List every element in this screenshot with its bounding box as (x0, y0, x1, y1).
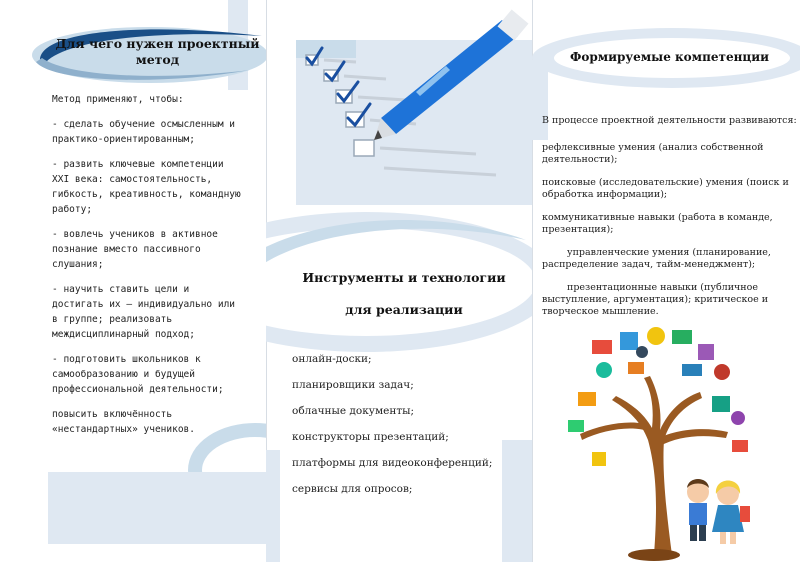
panel-right-intro: В процессе проектной деятельности развиваются: (542, 115, 797, 126)
list-item: - научить ставить цели и достигать их — индивидуально или в группе; реализовать междисциплинарный подход; (52, 284, 236, 340)
panel-right-list (542, 142, 794, 329)
list-item: платформы для видеоконференций; (292, 457, 493, 469)
panel-middle-title-line2: для реализации (345, 302, 463, 317)
list-item: презентационные навыки (публичное выступление, аргументация); критическое и творческое мышление. (542, 282, 769, 317)
panel-right-title: Формируемые компетенции (569, 50, 770, 64)
list-item: - развить ключевые компетенции XXI века: самостоятельность, гибкость, креативность, командную работу; (52, 159, 241, 215)
list-item: сервисы для опросов; (292, 483, 413, 495)
panel-middle-title (286, 262, 522, 326)
panel-left (0, 0, 266, 562)
panel-right (532, 0, 800, 562)
list-item: облачные документы; (292, 405, 415, 417)
list-item: управленческие умения (планирование, распределение задач, тайм-менеджмент); (542, 247, 771, 270)
list-item: - вовлечь учеников в активное познание вместо пассивного слушания; (52, 229, 218, 270)
list-item: планировщики задач; (292, 379, 414, 391)
panel-middle (266, 0, 532, 562)
knowledge-tree-children-illustration (568, 327, 750, 561)
panel-middle-list (292, 352, 512, 508)
list-item: повысить включённость «нестандартных» учеников. (52, 409, 195, 435)
list-item: - подготовить школьников к самообразованию и будущей профессиональной деятельности; (52, 354, 224, 395)
panel-left-text (52, 92, 242, 447)
list-item: - сделать обучение осмысленным и практико-ориентированным; (52, 119, 236, 145)
list-item: рефлексивные умения (анализ собственной деятельности); (542, 142, 764, 165)
list-item: поисковые (исследовательские) умения (поиск и обработка информации); (542, 177, 789, 200)
list-item: конструкторы презентаций; (292, 431, 449, 443)
list-item: коммуникативные навыки (работа в команде, презентация); (542, 212, 773, 235)
list-item: онлайн-доски; (292, 353, 372, 365)
panel-middle-title-line1: Инструменты и технологии (302, 270, 506, 285)
panel-left-intro: Метод применяют, чтобы: (52, 94, 184, 105)
panel-left-title: Для чего нужен проектный метод (55, 36, 260, 67)
